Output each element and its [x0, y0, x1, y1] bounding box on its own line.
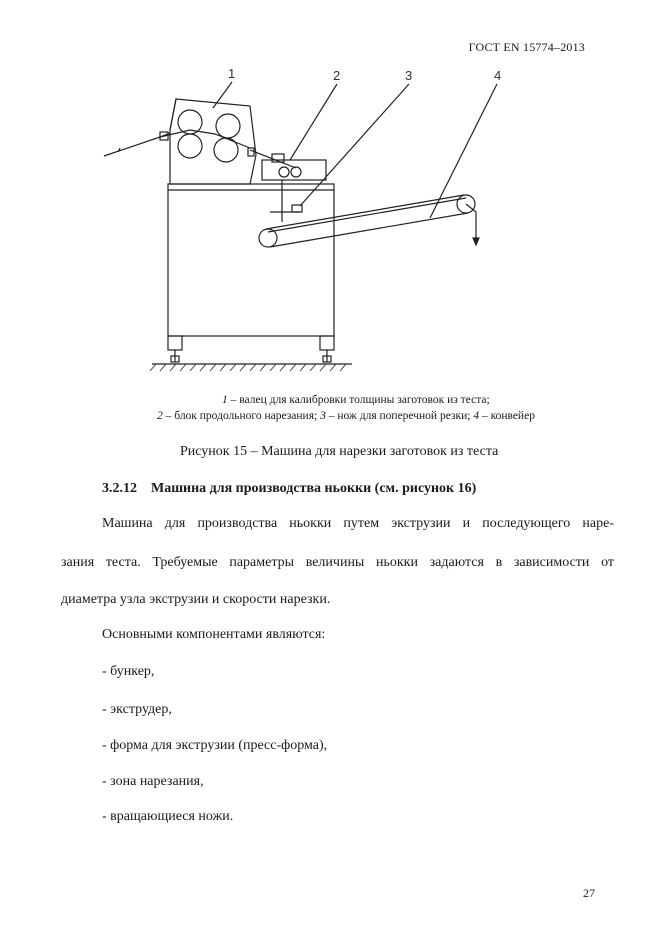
machine-drawing	[0, 0, 661, 400]
conveyor-belt-bottom	[270, 213, 468, 247]
leader-line-3	[300, 84, 409, 206]
roller-top-right	[216, 114, 240, 138]
list-item: - зона нарезания,	[102, 774, 204, 789]
figure-title: Рисунок 15 – Машина для нарезки заготовок из теста	[180, 444, 499, 459]
section-number: 3.2.12	[102, 481, 137, 496]
list-item: - экструдер,	[102, 702, 172, 717]
callout-4: 4	[494, 68, 502, 83]
page-number: 27	[583, 886, 595, 900]
roller-bottom-left	[178, 134, 202, 158]
components-intro: Основными компонентами являются:	[102, 627, 326, 642]
list-item: - форма для экструзии (пресс-форма),	[102, 738, 328, 753]
paragraph-line: диаметра узла экструзии и скорости нарезки.	[61, 592, 331, 607]
paragraph-line: Машина для производства ньокки путем экструзии и последующего наре-	[102, 516, 614, 531]
figure-caption-line-2: 2 – блок продольного нарезания; 3 – нож для поперечной резки; 4 – конвейер	[157, 410, 535, 422]
dough-sheet	[104, 130, 250, 156]
section-title: Машина для производства ньокки (см. рисунок 16)	[151, 481, 477, 496]
callout-1: 1	[228, 66, 236, 81]
callout-3: 3	[405, 68, 413, 83]
paragraph-line: зания теста. Требуемые параметры величины ньокки задаются в зависимости от	[61, 555, 614, 570]
list-item: - бункер,	[102, 664, 155, 679]
conveyor-output	[466, 204, 476, 242]
callout-2: 2	[333, 68, 341, 83]
section-heading	[102, 481, 476, 497]
roller-bottom-right	[214, 138, 238, 162]
leader-line-2	[290, 84, 337, 160]
page-header-standard: ГОСТ EN 15774–2013	[468, 40, 585, 54]
figure-caption-line-1: 1 – валец для калибровки толщины заготовок из теста;	[222, 394, 490, 406]
machine-frame	[168, 184, 334, 336]
list-item: - вращающиеся ножи.	[102, 809, 234, 824]
